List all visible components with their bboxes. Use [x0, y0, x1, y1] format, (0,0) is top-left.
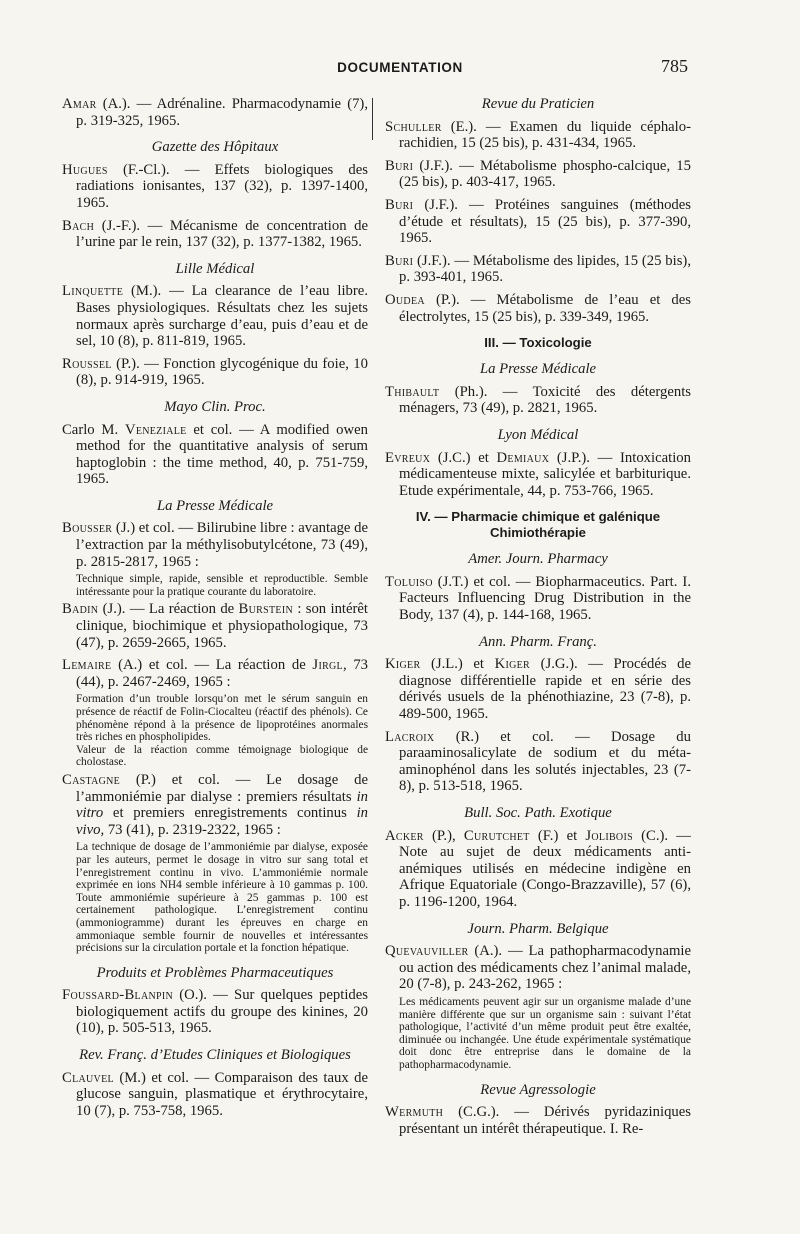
journal-title: Lyon Médical: [497, 426, 579, 443]
journal-title: Gazette des Hôpitaux: [151, 139, 279, 156]
author: Jolibois: [585, 827, 633, 844]
author: Veneziale: [124, 421, 187, 438]
author: Bach: [62, 217, 95, 234]
journal-title: Journ. Pharm. Belgique: [467, 920, 609, 937]
reference-entry: Schuller (E.). — Examen du liquide céphalo-rachidien, 15 (25 bis), p. 431-434, 1965.: [385, 118, 691, 152]
journal-title: Mayo Clin. Proc.: [164, 398, 266, 415]
author: Hugues: [62, 161, 108, 178]
reference-entry: Foussard-Blanpin (O.). — Sur quelques peptides biologiquement actifs du groupe des kinines, 20 (10), p. 505-513, 1965.: [62, 987, 368, 1037]
author: Kiger: [385, 656, 421, 673]
author: Schuller: [385, 118, 442, 135]
column-rule: [372, 98, 373, 140]
abstract-note: La technique de dosage de l’ammoniémie par dialyse, exposée par les auteurs, permet le dosage in vitro sur sang total et l’enregistrement continu in vivo. L’ammoniémie normale exprimée en ions NH4 semble inférieure à 10 gammas p. 100. Toute ammoniémie supérieure à 25 gammas p. 100 est certainement pathologique. L’enregistrement continu (ammoniogramme) durant les épreuves en charge en ammoniaque semble fournir de nouvelles et intéressantes précisions sur la circulation portale et la fonction hépatique.: [76, 841, 368, 955]
author: Roussel: [62, 355, 112, 372]
page-number: 785: [661, 56, 688, 76]
author: Acker: [385, 827, 424, 844]
reference-entry: Thibault (Ph.). — Toxicité des détergents ménagers, 73 (49), p. 2821, 1965.: [385, 383, 691, 417]
reference-entry: Buri (J.F.). — Métabolisme des lipides, 15 (25 bis), p. 393-401, 1965.: [385, 252, 691, 286]
running-head: [0, 56, 800, 80]
author: Wermuth: [385, 1104, 444, 1121]
journal-title: Revue du Praticien: [481, 96, 595, 112]
reference-entry: Kiger (J.L.) et Kiger (J.G.). — Procédés de diagnose différentielle rapide et en série des dérivés usuels de la phénothiazine, 23 (7-8), p. 489-500, 1965.: [385, 656, 691, 723]
author: Buri: [385, 157, 414, 174]
journal-title: Produits et Problèmes Pharmaceutiques: [96, 964, 334, 981]
reference-entry: Clauvel (M.) et col. — Comparaison des taux de glucose sanguin, plasmatique et érythrocytaire, 10 (7), p. 753-758, 1965.: [62, 1069, 368, 1119]
author: Linquette: [62, 283, 124, 300]
journal-title: Ann. Pharm. Franç.: [479, 633, 597, 650]
abstract-note: Technique simple, rapide, sensible et reproductible. Semble intéressante pour la pratique courante du laboratoire.: [76, 573, 368, 598]
author: Evreux: [385, 449, 431, 466]
reference-entry: Lacroix (R.) et col. — Dosage du paraaminosalicylate de sodium et du méta-aminophénol dans les solutés injectables, 23 (7-8), p. 513-518, 1965.: [385, 728, 691, 795]
reference-entry: Evreux (J.C.) et Demiaux (J.P.). — Intoxication médicamenteuse mixte, salicylée et barbiturique. Etude expérimentale, 44, p. 753-766, 1965.: [385, 449, 691, 499]
author: Clauvel: [62, 1069, 114, 1086]
author: Toluiso: [385, 573, 433, 590]
reference-entry: Quevauviller (A.). — La pathopharmacodynamie ou action des médicaments chez l’animal malade, 20 (7-8), p. 243-262, 1965 :: [385, 943, 691, 993]
reference-entry: Carlo M. Veneziale et col. — A modified owen method for the quantitative analysis of serum haptoglobin : the time method, 40, p. 751-759, 1965.: [62, 421, 368, 488]
reference-entry: Hugues (F.-Cl.). — Effets biologiques des radiations ionisantes, 137 (32), p. 1397-1400, 1965.: [62, 161, 368, 211]
journal-title: Amer. Journ. Pharmacy: [468, 551, 608, 568]
reference-entry: Buri (J.F.). — Protéines sanguines (méthodes d’étude et résultats), 15 (25 bis), p. 377-390, 1965.: [385, 196, 691, 247]
author: Castagne: [62, 771, 121, 788]
journal-title: Lille Médical: [175, 260, 255, 277]
author: Burstein: [238, 601, 293, 618]
author: Oudea: [385, 291, 425, 308]
author: Lemaire: [62, 657, 112, 674]
reference-entry: Linquette (M.). — La clearance de l’eau libre. Bases physiologiques. Résultats chez les sujets normaux après surcharge d’eau, puis d’eau et de sel, 10 (8), p. 811-819, 1965.: [62, 283, 368, 350]
reference-entry: Oudea (P.). — Métabolisme de l’eau et des électrolytes, 15 (25 bis), p. 339-349, 1965.: [385, 291, 691, 325]
reference-entry: Bach (J.-F.). — Mécanisme de concentration de l’urine par le rein, 137 (32), p. 1377-1382, 1965.: [62, 217, 368, 251]
reference-entry: Lemaire (A.) et col. — La réaction de Jirgl, 73 (44), p. 2467-2469, 1965 :: [62, 657, 369, 690]
reference-entry: Acker (P.), Curutchet (F.) et Jolibois (C.). — Note au sujet de deux médicaments anti-anémiques utilisés en médecine indigène en Afrique Equatoriale (Congo-Brazzaville), 57 (6), p. 1196-1200, 1964.: [385, 827, 691, 910]
right-column: [385, 96, 691, 1143]
author: Kiger: [494, 656, 531, 673]
author: Badin: [62, 601, 99, 618]
reference-entry: Roussel (P.). — Fonction glycogénique du foie, 10 (8), p. 914-919, 1965.: [62, 355, 368, 389]
journal-title: La Presse Médicale: [479, 361, 597, 378]
section-heading: IV. — Pharmacie chimique et galénique Chimiothérapie: [415, 509, 661, 541]
journal-title: La Presse Médicale: [156, 497, 274, 514]
author: Buri: [385, 252, 414, 269]
author: Curutchet: [463, 827, 530, 844]
section-heading: III. — Toxicologie: [484, 335, 592, 351]
reference-entry: Toluiso (J.T.) et col. — Biopharmaceutics. Part. I. Facteurs Influencing Drug Distribution in the Body, 137 (4), p. 144-168, 1965.: [385, 573, 691, 624]
journal-title: Bull. Soc. Path. Exotique: [464, 805, 612, 821]
author: Demiaux: [496, 449, 550, 466]
running-title: DOCUMENTATION: [337, 60, 463, 75]
reference-entry: Amar (A.). — Adrénaline. Pharmacodynamie (7), p. 319-325, 1965.: [62, 96, 368, 129]
left-column: [62, 96, 368, 1125]
reference-entry: Bousser (J.) et col. — Bilirubine libre : avantage de l’extraction par la méthylisobutylcétone, 73 (49), p. 2815-2817, 1965 :: [62, 520, 368, 570]
author: Jirgl: [312, 657, 343, 674]
abstract-note: Les médicaments peuvent agir sur un organisme malade d’une manière différente que sur un organisme sain : suivant l’état pathologique, l’activité d’un même produit peut être exaltée, diminuée ou inchangée. Une étude expérimentale systématique doit donc être entreprise dans le domaine de la pathopharmacodynamie.: [399, 995, 691, 1071]
journal-title: Revue Agressologie: [480, 1081, 596, 1098]
reference-entry: Castagne (P.) et col. — Le dosage de l’ammoniémie par dialyse : premiers résultats in vitro et premiers enregistrements continus in vivo, 73 (41), p. 2319-2322, 1965 :: [62, 771, 368, 838]
author: Lacroix: [385, 728, 435, 745]
reference-entry: Wermuth (C.G.). — Dérivés pyridaziniques présentant un intérêt thérapeutique. I. Re-: [385, 1104, 691, 1137]
author: Thibault: [385, 383, 440, 400]
reference-entry: Badin (J.). — La réaction de Burstein : son intérêt clinique, biochimique et physiopathologique, 73 (47), p. 2659-2665, 1965.: [62, 601, 368, 651]
author: Quevauviller: [385, 943, 469, 960]
author: Buri: [385, 196, 414, 213]
author: Foussard-Blanpin: [62, 987, 174, 1004]
reference-entry: Buri (J.F.). — Métabolisme phospho-calcique, 15 (25 bis), p. 403-417, 1965.: [385, 157, 691, 191]
journal-title: Rev. Franç. d’Etudes Cliniques et Biologiques: [79, 1047, 351, 1064]
author: Amar: [62, 96, 97, 112]
abstract-note: Formation d’un trouble lorsqu’on met le sérum sanguin en présence de réactif de Folin-Ciocalteu (réactif des phénols). Ce phénomène répond à la présence de lipoprotéines anormales très riches en phospholipides. Valeur de la réaction comme témoignage biologique de cholostase.: [76, 693, 368, 769]
author: Bousser: [62, 520, 113, 537]
